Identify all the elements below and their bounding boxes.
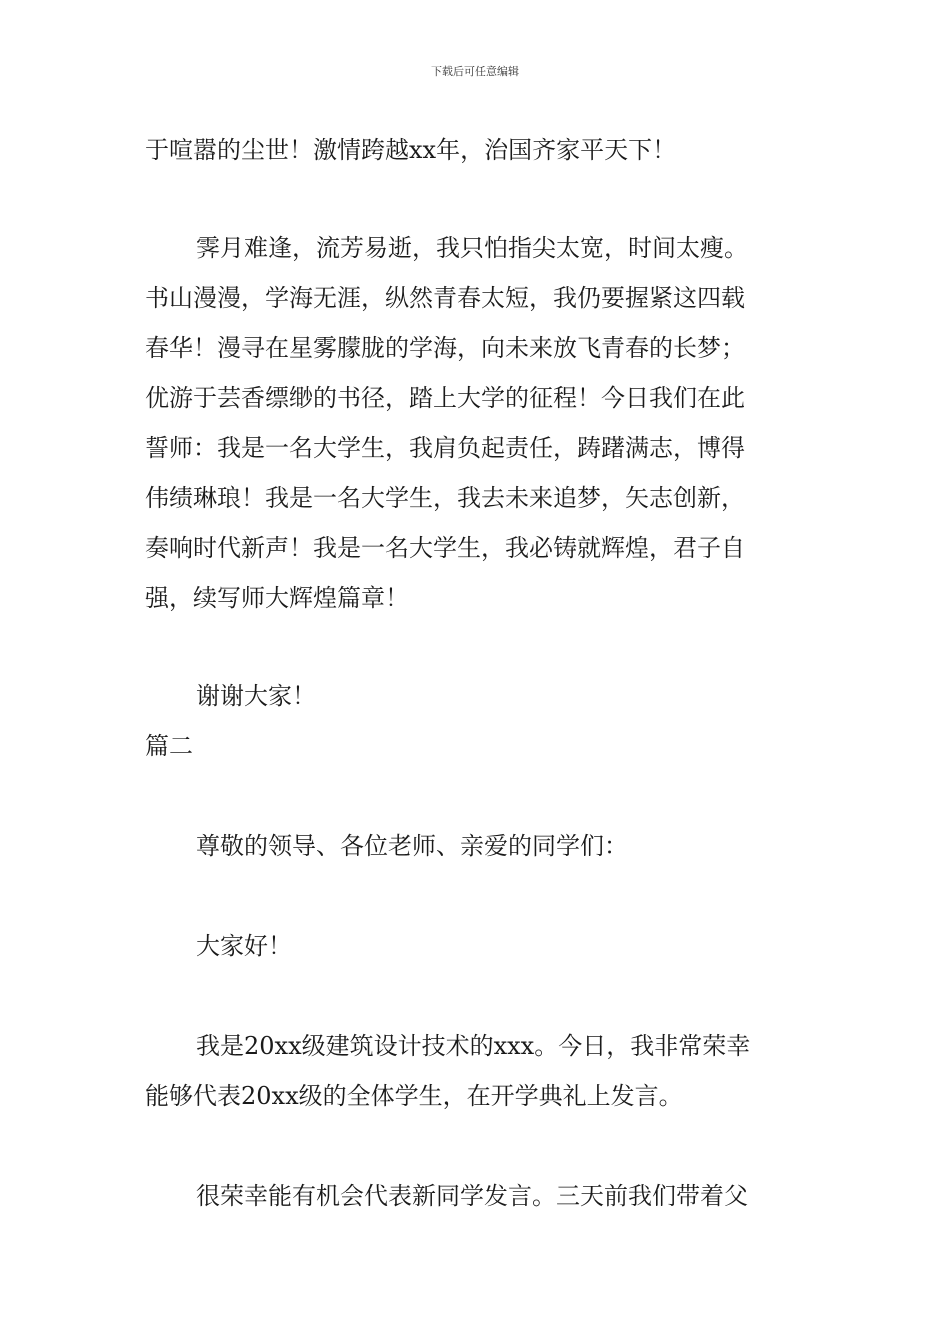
text-line: 我是20xx级建筑设计技术的xxx。今日，我非常荣幸	[196, 1032, 751, 1060]
text-line: 大家好！	[196, 932, 292, 960]
text-line: 谢谢大家！	[196, 682, 316, 710]
text-line: 誓师：我是一名大学生，我肩负起责任，踌躇满志，博得	[145, 434, 745, 462]
text-line: 强，续写师大辉煌篇章！	[145, 584, 409, 612]
text-line: 霁月难逢，流芳易逝，我只怕指尖太宽，时间太瘦。	[196, 234, 748, 262]
text-line: 春华！漫寻在星雾朦胧的学海，向未来放飞青春的长梦；	[145, 334, 745, 362]
text-line: 奏响时代新声！我是一名大学生，我必铸就辉煌，君子自	[145, 534, 745, 562]
text-line: 伟绩琳琅！我是一名大学生，我去未来追梦，矢志创新，	[145, 484, 745, 512]
text-line: 能够代表20xx级的全体学生，在开学典礼上发言。	[145, 1082, 683, 1110]
text-line: 于喧嚣的尘世！激情跨越xx年，治国齐家平天下！	[145, 136, 677, 164]
page-header: 下载后可任意编辑	[431, 65, 519, 78]
text-line: 很荣幸能有机会代表新同学发言。三天前我们带着父	[196, 1182, 748, 1210]
text-line: 书山漫漫，学海无涯，纵然青春太短，我仍要握紧这四载	[145, 284, 745, 312]
text-line: 尊敬的领导、各位老师、亲爱的同学们：	[196, 832, 628, 860]
text-line: 优游于芸香缥缈的书径，踏上大学的征程！今日我们在此	[145, 384, 745, 412]
section-heading: 篇二	[145, 732, 193, 760]
